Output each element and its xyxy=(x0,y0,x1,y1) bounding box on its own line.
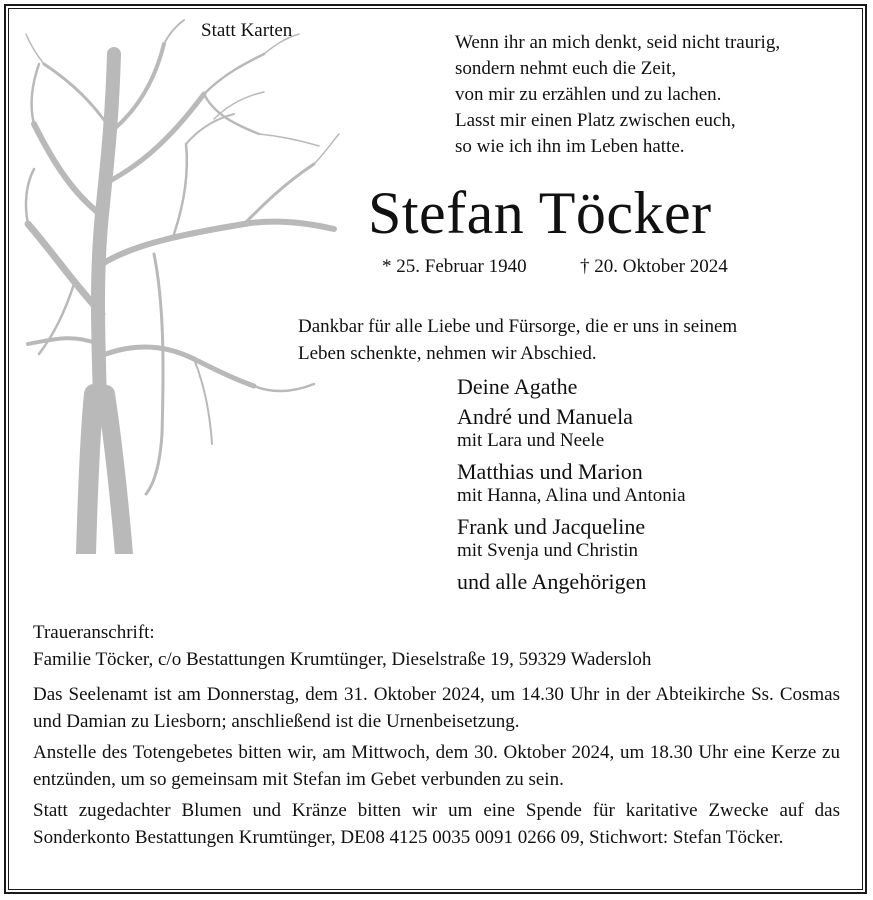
poem-line: sondern nehmt euch die Zeit, xyxy=(455,58,677,79)
intro-text xyxy=(298,313,737,367)
birth-date: * 25. Februar 1940 xyxy=(382,256,527,277)
family-member: Frank und Jacqueline xyxy=(457,514,646,539)
poem-line: Lasst mir einen Platz zwischen euch, xyxy=(455,110,736,131)
tree-icon xyxy=(14,14,344,554)
deceased-name: Stefan Töcker xyxy=(368,180,712,246)
service-paragraph: Anstelle des Totengebetes bitten wir, am Mittwoch, dem 30. Oktober 2024, um 18.30 Uhr eine Kerze zu entzünden, um so gemeinsam mit Stefan im Gebet verbunden zu sein. xyxy=(33,742,840,790)
intro-line: Dankbar für alle Liebe und Fürsorge, die er uns in seinem xyxy=(298,316,738,337)
family-member: Matthias und Marion xyxy=(457,459,643,484)
family-member-children: mit Lara und Neele xyxy=(457,430,605,451)
address-label: Traueranschrift: xyxy=(33,622,155,643)
mourning-address xyxy=(33,619,651,673)
death-date: † 20. Oktober 2024 xyxy=(580,256,728,277)
service-details xyxy=(33,681,840,855)
address-line: Familie Töcker, c/o Bestattungen Krumtünger, Dieselstraße 19, 59329 Wadersloh xyxy=(33,649,652,670)
service-paragraph: Statt zugedachter Blumen und Kränze bitten wir um eine Spende für karitative Zwecke auf das Sonderkonto Bestattungen Krumtünger, DE08 4125 0035 0091 0266 09, Stichwort: Stefan Töcker. xyxy=(33,800,840,848)
service-paragraph: Das Seelenamt ist am Donnerstag, dem 31. Oktober 2024, um 14.30 Uhr in der Abteikirche Ss. Cosmas und Damian zu Liesborn; anschließend ist die Urnenbeisetzung. xyxy=(33,684,840,732)
poem-line: Wenn ihr an mich denkt, seid nicht traurig, xyxy=(455,32,781,53)
family-member-children: mit Svenja und Christin xyxy=(457,540,639,561)
poem-line: so wie ich ihn im Leben hatte. xyxy=(455,136,685,157)
family-member-children: mit Hanna, Alina und Antonia xyxy=(457,485,686,506)
poem xyxy=(455,30,780,160)
header-note: Statt Karten xyxy=(201,20,293,41)
family-closing: und alle Angehörigen xyxy=(457,569,647,594)
family-list xyxy=(457,372,686,597)
intro-line: Leben schenkte, nehmen wir Abschied. xyxy=(298,343,597,364)
family-member: Deine Agathe xyxy=(457,374,578,399)
poem-line: von mir zu erzählen und zu lachen. xyxy=(455,84,722,105)
family-member: André und Manuela xyxy=(457,404,633,429)
